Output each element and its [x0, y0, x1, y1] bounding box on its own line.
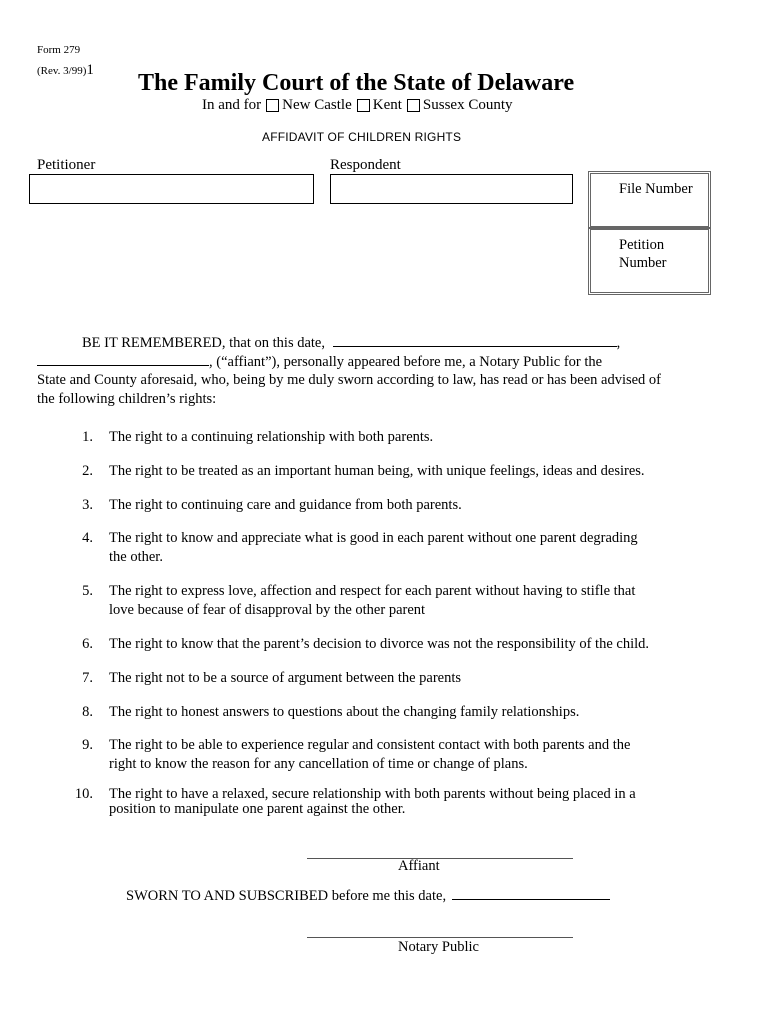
intro-line-4: the following children’s rights: [37, 391, 217, 407]
right-text-continued: position to manipulate one parent against the other. [109, 801, 406, 817]
right-text: The right to honest answers to questions about the changing family relationships. [109, 704, 580, 720]
right-text-continued: right to know the reason for any cancellation of time or change of plans. [109, 756, 528, 772]
sworn-date-blank[interactable] [452, 885, 610, 900]
right-text-continued: love because of fear of disapproval by the other parent [109, 602, 426, 618]
right-text: The right to know that the parent’s decision to divorce was not the responsibility of the child. [109, 636, 650, 652]
affiant-label: Affiant [398, 858, 440, 874]
right-text: The right to continuing care and guidance from both parents. [109, 497, 462, 513]
right-text: The right to be able to experience regular and consistent contact with both parents and the [109, 737, 631, 753]
form-number: Form 279 [37, 44, 81, 56]
right-number: 2. [82, 463, 93, 479]
new-castle-label: New Castle [282, 97, 352, 113]
petition-number-label-line1: Petition [619, 237, 665, 253]
right-text: The right to express love, affection and respect for each parent without having to stifle that [109, 583, 636, 599]
intro-line-1-end: , [616, 335, 621, 351]
notary-label: Notary Public [398, 939, 479, 955]
revision-text: (Rev. 3/99) [37, 65, 87, 77]
intro-line-3: State and County aforesaid, who, being by me duly sworn according to law, has read or has been advised of [37, 372, 662, 388]
in-and-for-label: In and for [202, 97, 262, 113]
right-text: The right to have a relaxed, secure relationship with both parents without being placed in a [109, 786, 636, 802]
right-text: The right to know and appreciate what is good in each parent without one parent degrading [109, 530, 638, 546]
right-number: 4. [82, 530, 93, 546]
petitioner-label: Petitioner [37, 157, 96, 173]
revision-suffix: 1 [86, 62, 94, 78]
sworn-statement [126, 885, 610, 906]
file-number-label: File Number [619, 181, 693, 197]
sworn-text: SWORN TO AND SUBSCRIBED before me this date, [126, 888, 447, 904]
right-text: The right to a continuing relationship with both parents. [109, 429, 434, 445]
document-title: AFFIDAVIT OF CHILDREN RIGHTS [262, 130, 462, 144]
right-text-continued: the other. [109, 549, 163, 565]
right-number: 6. [82, 636, 93, 652]
intro-line-2-text: , (“affiant”), personally appeared before me, a Notary Public for the [209, 354, 603, 370]
right-number: 8. [82, 704, 93, 720]
kent-label: Kent [372, 97, 402, 113]
right-number: 9. [82, 737, 93, 753]
right-number: 5. [82, 583, 93, 599]
respondent-label: Respondent [330, 157, 401, 173]
petition-number-label-line2: Number [619, 255, 667, 271]
sussex-label: Sussex County [422, 97, 513, 113]
court-title: The Family Court of the State of Delaware [138, 70, 575, 96]
affiant-signature-line[interactable] [307, 858, 573, 859]
intro-line-1-text: BE IT REMEMBERED, that on this date, [82, 335, 325, 351]
right-number: 10. [74, 786, 93, 802]
right-number: 1. [82, 429, 93, 445]
right-text: The right to be treated as an important human being, with unique feelings, ideas and desires. [109, 463, 645, 479]
right-number: 7. [82, 670, 93, 686]
rights-list [63, 0, 723, 1024]
right-text: The right not to be a source of argument between the parents [109, 670, 462, 686]
right-number: 3. [82, 497, 93, 513]
